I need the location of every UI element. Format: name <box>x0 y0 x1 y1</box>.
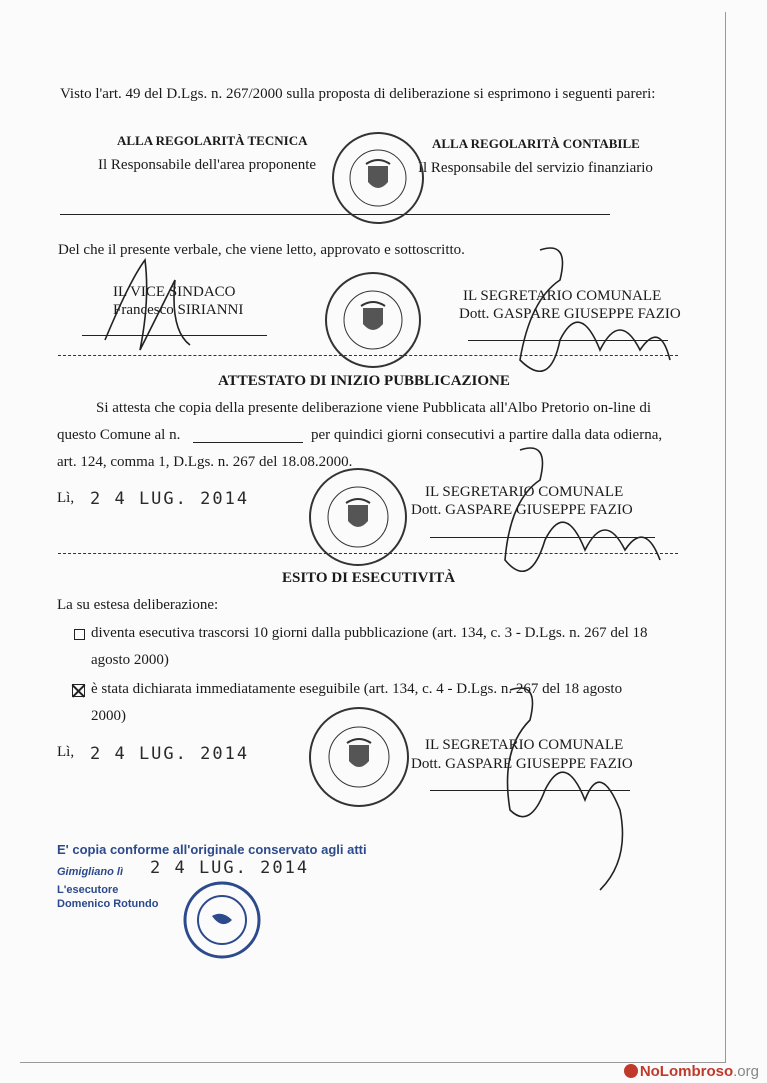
segretario-role-3: IL SEGRETARIO COMUNALE <box>425 737 624 753</box>
attestato-line-2b: per quindici giorni consecutivi a partire dalla data odierna, <box>311 427 663 443</box>
verbale-text: Del che il presente verbale, che viene letto, approvato e sottoscritto. <box>58 242 465 258</box>
stamp-copia-conforme: E' copia conforme all'originale conservato agli atti <box>57 842 367 857</box>
watermark <box>624 1063 759 1080</box>
signature-segretario-3 <box>490 680 640 900</box>
attestato-line-2a: questo Comune al n. <box>57 427 181 443</box>
segretario-name-3: Dott. GASPARE GIUSEPPE FAZIO <box>411 756 633 772</box>
stamp-date: 2 4 LUG. 2014 <box>150 858 310 878</box>
checkbox-option-1 <box>74 629 85 640</box>
esito-option-1b: agosto 2000) <box>91 652 169 668</box>
town-seal-2 <box>323 270 423 370</box>
attestato-line-3: art. 124, comma 1, D.Lgs. n. 267 del 18.08.2000. <box>57 454 353 470</box>
town-seal-3 <box>307 466 409 568</box>
segretario-role-1: IL SEGRETARIO COMUNALE <box>463 288 662 304</box>
vice-sindaco-role: IL VICE SINDACO <box>113 284 236 300</box>
watermark-text: NoLombroso <box>639 1063 734 1080</box>
responsabile-finanziario-label: Il Responsabile del servizio finanziario <box>418 160 653 176</box>
segretario-role-2: IL SEGRETARIO COMUNALE <box>425 484 624 500</box>
stamp-esecutore-name: Domenico Rotundo <box>57 898 159 910</box>
regolarita-contabile-title: ALLA REGOLARITÀ CONTABILE <box>432 136 640 151</box>
li-label-2: Lì, <box>57 744 75 760</box>
responsabile-area-label: Il Responsabile dell'area proponente <box>98 157 317 173</box>
checkbox-option-2-checked <box>72 684 85 697</box>
vice-sindaco-name: Francesco SIRIANNI <box>113 302 244 318</box>
esito-option-2a: è stata dichiarata immediatamente eseguibile (art. 134, c. 4 - D.Lgs. n. 267 del 18 agosto <box>91 681 623 697</box>
watermark-domain: .org <box>733 1063 759 1080</box>
esito-title: ESITO DI ESECUTIVITÀ <box>282 570 456 586</box>
signature-segretario-1 <box>510 240 680 400</box>
numero-albo-blank <box>193 442 303 443</box>
segretario-name-1: Dott. GASPARE GIUSEPPE FAZIO <box>459 306 681 322</box>
attestato-line-1: Si attesta che copia della presente deliberazione viene Pubblicata all'Albo Pretorio on-line di <box>96 400 652 416</box>
date-stamp-1: 2 4 LUG. 2014 <box>90 489 250 509</box>
intro-text: Visto l'art. 49 del D.Lgs. n. 267/2000 sulla proposta di deliberazione si esprimono i seguenti pareri: <box>60 86 656 102</box>
li-label-1: Lì, <box>57 490 75 506</box>
esito-option-1a: diventa esecutiva trascorsi 10 giorni dalla pubblicazione (art. 134, c. 3 - D.Lgs. n. 267 del 18 <box>91 625 648 641</box>
stamp-gimigliano-li: Gimigliano lì <box>57 866 124 878</box>
date-stamp-2: 2 4 LUG. 2014 <box>90 744 250 764</box>
stamp-esecutore: L'esecutore <box>57 884 119 896</box>
segretario-name-2: Dott. GASPARE GIUSEPPE FAZIO <box>411 502 633 518</box>
town-seal-1 <box>330 130 426 226</box>
signature-vice-sindaco <box>100 240 210 360</box>
attestato-title: ATTESTATO DI INIZIO PUBBLICAZIONE <box>218 373 510 389</box>
watermark-icon <box>624 1064 638 1078</box>
blue-stamp-seal <box>182 880 262 960</box>
regolarita-tecnica-title: ALLA REGOLARITÀ TECNICA <box>117 133 308 148</box>
signature-segretario-2 <box>490 440 670 600</box>
town-seal-4 <box>307 705 411 809</box>
esito-intro: La su estesa deliberazione: <box>57 597 219 613</box>
esito-option-2b: 2000) <box>91 708 126 724</box>
